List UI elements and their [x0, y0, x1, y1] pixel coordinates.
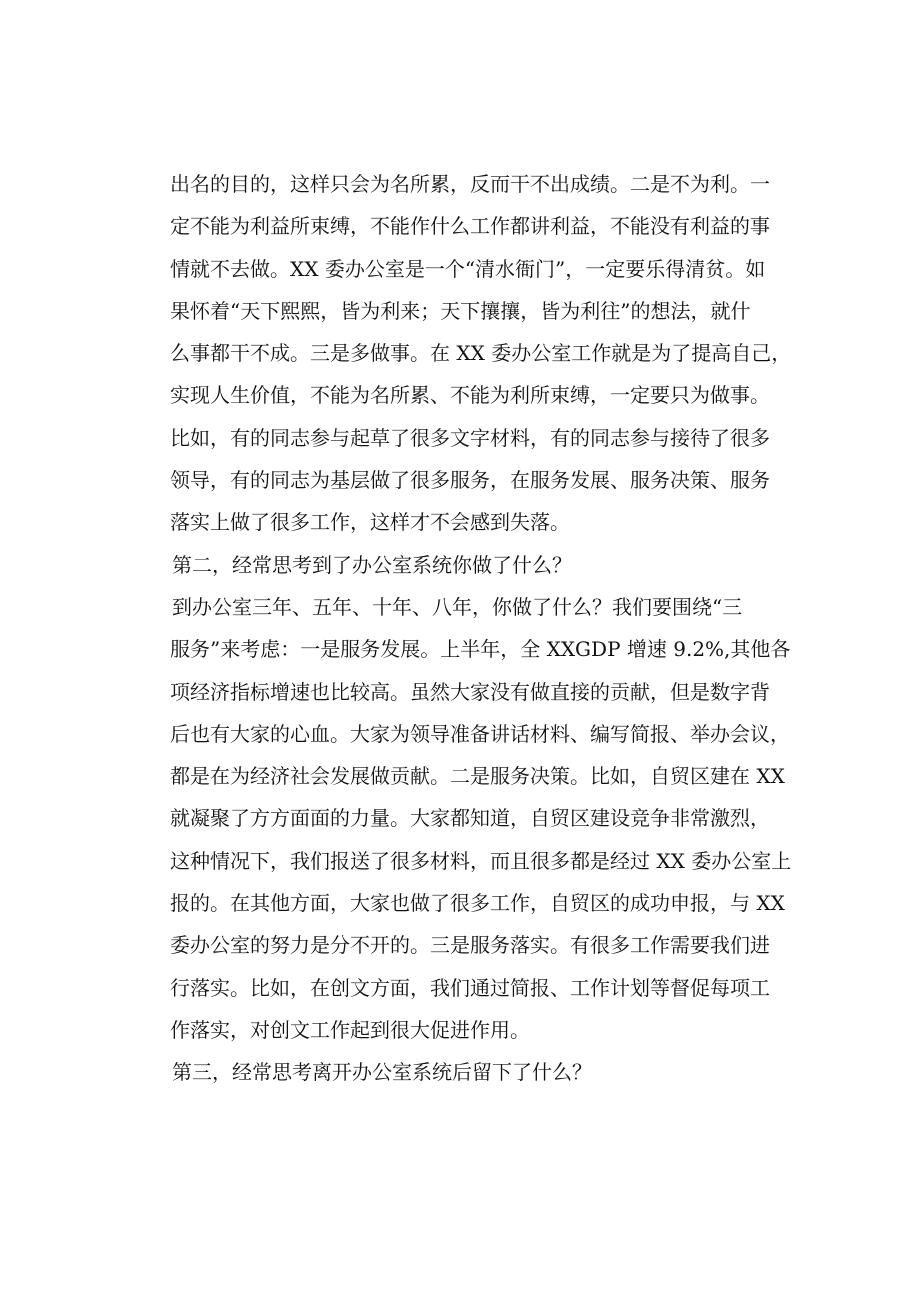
- section-heading-third: 第三，经常思考离开办公室系统后留下了什么？: [172, 1060, 592, 1085]
- text-line: 行落实。比如，在创文方面，我们通过简报、工作计划等督促每项工: [170, 975, 770, 1000]
- body-text: [170, 163, 792, 1094]
- text-line: 服务”来考虑：一是服务发展。上半年，全 XXGDP 增速 9.2%,其他各: [170, 637, 791, 662]
- text-line: 出名的目的，这样只会为名所累，反而干不出成绩。二是不为利。一: [170, 172, 770, 196]
- text-line: 么事都干不成。三是多做事。在 XX 委办公室工作就是为了提高自己，: [170, 341, 792, 366]
- text-line: 实现人生价值，不能为名所累、不能为利所束缚，一定要只为做事。: [170, 383, 770, 408]
- section-heading-second: 第二，经常思考到了办公室系统你做了什么？: [172, 552, 572, 577]
- text-line: 定不能为利益所束缚，不能作什么工作都讲利益，不能没有利益的事: [170, 214, 770, 239]
- text-line: 情就不去做。XX 委办公室是一个“清水衙门”，一定要乐得清贫。如: [170, 256, 766, 281]
- text-line: 项经济指标增速也比较高。虽然大家没有做直接的贡献，但是数字背: [170, 679, 770, 704]
- text-line: 落实上做了很多工作，这样才不会感到失落。: [170, 510, 570, 535]
- text-line: 这种情况下，我们报送了很多材料，而且很多都是经过 XX 委办公室上: [170, 848, 792, 873]
- text-line: 果怀着“天下熙熙，皆为利来；天下攘攘，皆为利往”的想法，就什: [170, 298, 751, 323]
- text-line: 比如，有的同志参与起草了很多文字材料，有的同志参与接待了很多: [170, 425, 770, 450]
- text-line: 到办公室三年、五年、十年、八年，你做了什么？我们要围绕“三: [172, 594, 743, 619]
- text-line: 就凝聚了方方面面的力量。大家都知道，自贸区建设竞争非常激烈，: [170, 806, 770, 831]
- text-line: 后也有大家的心血。大家为领导准备讲话材料、编写简报、举办会议，: [170, 721, 790, 746]
- text-line: 作落实，对创文工作起到很大促进作用。: [170, 1017, 530, 1042]
- text-line: 报的。在其他方面，大家也做了很多工作，自贸区的成功申报，与 XX: [170, 891, 785, 916]
- text-line: 都是在为经济社会发展做贡献。二是服务决策。比如，自贸区建在 XX: [170, 764, 785, 789]
- text-line: 领导，有的同志为基层做了很多服务，在服务发展、服务决策、服务: [170, 468, 770, 493]
- text-line: 委办公室的努力是分不开的。三是服务落实。有很多工作需要我们进: [170, 933, 770, 958]
